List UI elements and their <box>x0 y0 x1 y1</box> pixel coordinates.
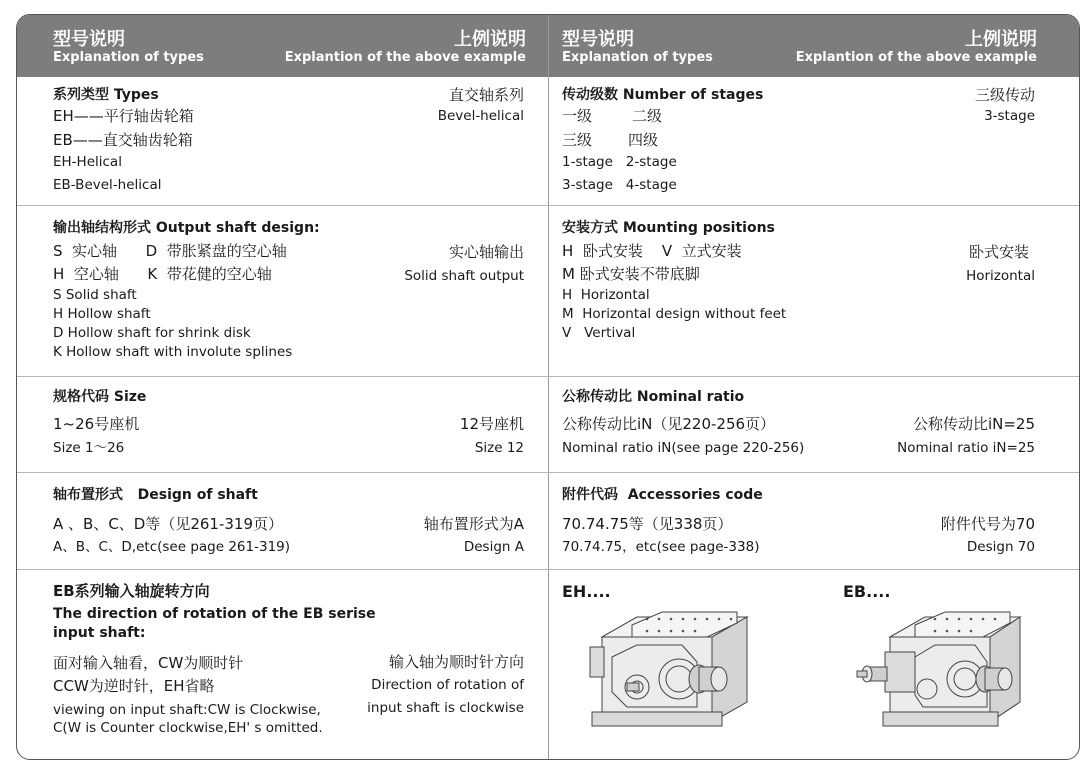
mounting-title: 安装方式 Mounting positions <box>562 220 775 236</box>
rotation-line-1: 面对输入轴看，CW为顺时针 <box>53 654 244 672</box>
row-divider-4 <box>17 569 1079 570</box>
accessories-example-en: Design 70 <box>966 539 1035 555</box>
stages-line-2a: 三级 <box>562 131 593 149</box>
types-line-2: EB——直交轴齿轮箱 <box>53 131 193 149</box>
header-left-example-en: Explantion of the above example <box>284 50 526 65</box>
header-right-example-zh: 上例说明 <box>965 29 1037 50</box>
ratio-example-zh: 公称传动比iN=25 <box>912 415 1035 433</box>
size-line-2: Size 1～26 <box>53 440 125 456</box>
output-line-5: D Hollow shaft for shrink disk <box>53 325 251 341</box>
size-title: 规格代码 Size <box>53 389 147 405</box>
size-example-zh: 12号座机 <box>459 415 524 433</box>
header-left-title-en: Explanation of types <box>53 50 204 65</box>
accessories-line-1: 70.74.75等（见338页） <box>562 515 733 533</box>
mounting-example-zh: 卧式安装 <box>968 243 1029 261</box>
eb-gearbox-image <box>855 607 1030 732</box>
output-line-6: K Hollow shaft with involute splines <box>53 344 293 360</box>
types-line-1: EH——平行轴齿轮箱 <box>53 107 194 125</box>
ratio-example-en: Nominal ratio iN=25 <box>897 440 1035 456</box>
types-line-4: EB-Bevel-helical <box>53 177 162 193</box>
mounting-example-en: Horizontal <box>966 268 1035 284</box>
rotation-line-2: CCW为逆时针，EH省略 <box>53 677 215 695</box>
accessories-example-zh: 附件代号为70 <box>940 515 1035 533</box>
stages-line-3: 1-stage 2-stage <box>562 154 677 170</box>
row-divider-3 <box>17 472 1079 473</box>
shaft-design-line-2: A、B、C、D,etc(see page 261-319) <box>53 539 291 555</box>
accessories-line-2: 70.74.75，etc(see page-338) <box>562 539 760 555</box>
types-line-3: EH-Helical <box>53 154 122 170</box>
output-line-4: H Hollow shaft <box>53 306 151 322</box>
output-example-en: Solid shaft output <box>404 268 524 284</box>
rotation-title: EB系列输入轴旋转方向 <box>53 582 210 600</box>
types-example-zh: 直交轴系列 <box>448 86 524 104</box>
ratio-line-1: 公称传动比iN（见220-256页） <box>562 415 776 433</box>
rotation-example-zh: 输入轴为顺时针方向 <box>388 653 524 671</box>
eb-label: EB.... <box>843 582 891 601</box>
stages-example-zh: 三级传动 <box>974 86 1035 104</box>
size-line-1: 1~26号座机 <box>53 415 140 433</box>
stages-line-1b: 二级 <box>632 107 663 125</box>
mounting-line-4: M Horizontal design without feet <box>562 306 787 322</box>
mounting-line-5: V Vertival <box>562 325 636 341</box>
shaft-design-title: 轴布置形式 Design of shaft <box>53 487 258 503</box>
shaft-design-example-zh: 轴布置形式为A <box>423 515 524 533</box>
size-example-en: Size 12 <box>474 440 524 456</box>
stages-example-en: 3-stage <box>984 108 1035 124</box>
stages-line-4: 3-stage 4-stage <box>562 177 677 193</box>
output-line-2: H 空心轴 K 带花健的空心轴 <box>53 265 272 283</box>
stages-title: 传动级数 Number of stages <box>562 87 764 103</box>
explanation-sheet <box>16 14 1080 760</box>
header-right-title-en: Explanation of types <box>562 50 713 65</box>
accessories-title: 附件代码 Accessories code <box>562 487 763 503</box>
output-line-3: S Solid shaft <box>53 287 137 303</box>
eh-label: EH.... <box>562 582 611 601</box>
eh-gearbox-image <box>587 607 757 732</box>
rotation-title-en-2: input shaft: <box>53 625 146 641</box>
rotation-title-en-1: The direction of rotation of the EB serise <box>53 606 376 622</box>
header-left-title-zh: 型号说明 <box>53 29 125 50</box>
header-right-example-en: Explantion of the above example <box>795 50 1037 65</box>
stages-line-1a: 一级 <box>562 107 593 125</box>
header-right <box>549 15 1080 77</box>
types-example-en: Bevel-helical <box>437 108 524 124</box>
row-divider-1 <box>17 205 1079 206</box>
shaft-design-example-en: Design A <box>463 539 524 555</box>
output-example-zh: 实心轴输出 <box>448 243 524 261</box>
ratio-line-2: Nominal ratio iN(see page 220-256) <box>562 440 805 456</box>
row-divider-2 <box>17 376 1079 377</box>
output-title: 输出轴结构形式 Output shaft design: <box>53 220 320 236</box>
output-line-1: S 实心轴 D 带胀紧盘的空心轴 <box>53 242 287 260</box>
rotation-line-3: viewing on input shaft:CW is Clockwise, <box>53 702 321 718</box>
stages-line-2b: 四级 <box>628 131 659 149</box>
rotation-example-en-2: input shaft is clockwise <box>367 700 524 716</box>
rotation-line-4: C(W is Counter clockwise,EH' s omitted. <box>53 720 323 736</box>
types-title: 系列类型 Types <box>53 87 159 103</box>
mounting-line-2: M 卧式安装不带底脚 <box>562 265 700 283</box>
rotation-example-en-1: Direction of rotation of <box>371 677 524 693</box>
header-right-title-zh: 型号说明 <box>562 29 634 50</box>
mounting-line-1: H 卧式安装 V 立式安装 <box>562 242 742 260</box>
ratio-title: 公称传动比 Nominal ratio <box>562 389 745 405</box>
header-left-example-zh: 上例说明 <box>454 29 526 50</box>
mounting-line-3: H Horizontal <box>562 287 650 303</box>
header-left <box>17 15 548 77</box>
shaft-design-line-1: A 、B、C、D等（见261-319页） <box>53 515 284 533</box>
column-divider <box>548 15 549 760</box>
